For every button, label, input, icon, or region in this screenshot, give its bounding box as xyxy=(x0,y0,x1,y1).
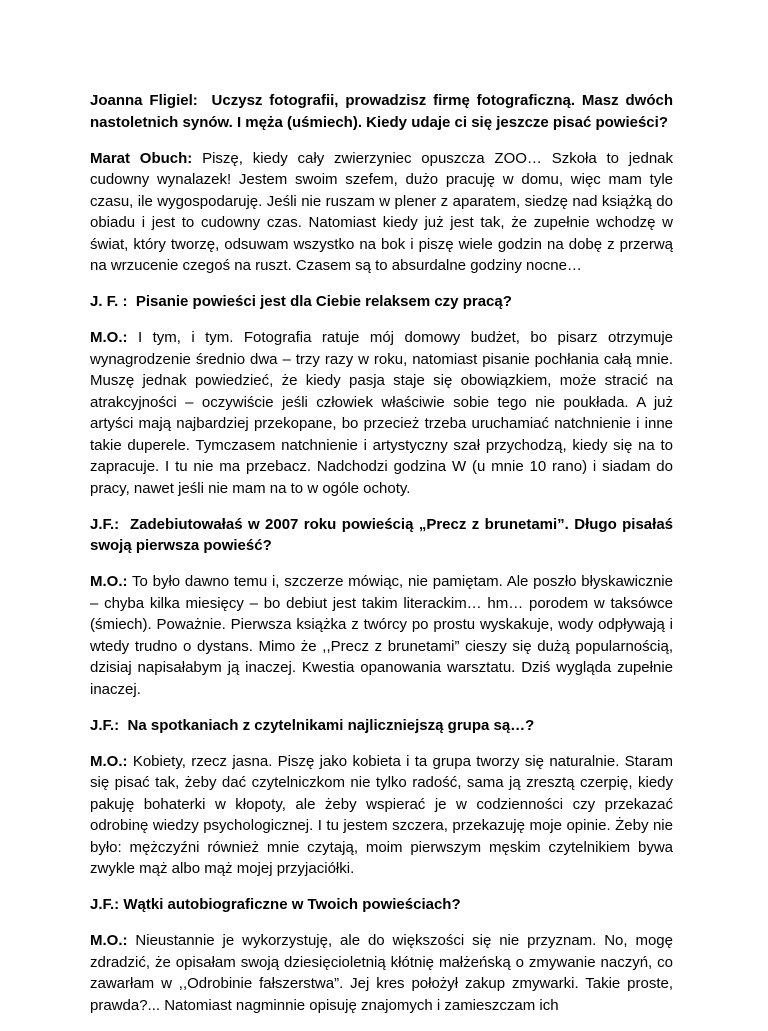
question-text: Pisanie powieści jest dla Ciebie relaksem czy pracą? xyxy=(135,293,512,310)
question-text: Uczysz fotografii, prowadzisz firmę fotograficzną. Masz dwóch nastoletnich synów. I męża (uśmiech). Kiedy udaje ci się jeszcze pisać powieści? xyxy=(90,92,673,131)
speaker-label: M.O.: xyxy=(90,573,128,590)
question-text: Wątki autobiograficzne w Twoich powieściach? xyxy=(123,896,461,913)
speaker-label: J. F. : xyxy=(90,293,128,310)
answer-text: To było dawno temu i, szczerze mówiąc, nie pamiętam. Ale poszło błyskawicznie – chyba kilka miesięcy – bo debiut jest takim literackim… hm… porodem w taksówce (śmiech). Poważnie. Pierwsza książka z twórcy po prostu wyskakuje, wody odpływają i wtedy trudno o dystans. Mimo że ,,Precz z brunetami” cieszy się dużą popularnością, dzisiaj napisałabym ją inaczej. Kwestia opanowania warsztatu. Dziś wygląda zupełnie inaczej. xyxy=(90,573,673,698)
question-text: Zadebiutowałaś w 2007 roku powieścią „Precz z brunetami”. Długo pisałaś swoją pierwsza powieść? xyxy=(90,515,674,554)
speaker-label: J.F.: xyxy=(90,896,120,913)
answer-text: Nieustannie je wykorzystuję, ale do większości się nie przyznam. No, mogę zdradzić, że opisałam swoją dziesięcioletnią kłótnię małżeńską o zmywanie naczyń, co zawarłam w ,,Odrobinie fałszerstwa”. Jej kres położył zakup zmywarki. Takie proste, prawda?... Natomiast nagminnie opisuję znajomych i zamieszczam ich xyxy=(90,932,673,1014)
question-paragraph xyxy=(90,894,673,916)
speaker-label: M.O.: xyxy=(90,752,128,770)
answer-paragraph xyxy=(90,148,673,277)
answer-paragraph xyxy=(90,751,673,880)
answer-text: I tym, i tym. Fotografia ratuje mój domowy budżet, bo pisarz otrzymuje wynagrodzenie średnio dwa – trzy razy w roku, natomiast pisanie pochłania całą mnie. Muszę jednak powiedzieć, że kiedy pasja staje się obowiązkiem, może stracić na atrakcyjności – oczywiście jeśli człowiek właściwie sobie tego nie poukłada. A już artyści mają najbardziej przekopane, bo przecież trzeba uruchamiać natchnienie i inne takie duperele. Tymczasem natchnienie i artystyczny szał przychodzą, kiedy się na to zapracuje. I tu nie ma przebacz. Nadchodzi godzina W (u mnie 10 rano) i siadam do pracy, nawet jeśli nie mam na to w ogóle ochoty. xyxy=(90,329,673,497)
document-page xyxy=(90,90,673,1031)
question-paragraph xyxy=(90,715,673,737)
speaker-label: M.O.: xyxy=(90,329,128,346)
speaker-label: J.F.: xyxy=(90,515,120,533)
speaker-label: Marat Obuch: xyxy=(90,149,193,167)
answer-paragraph xyxy=(90,930,673,1016)
question-paragraph xyxy=(90,514,673,557)
answer-text: Kobiety, rzecz jasna. Piszę jako kobieta i ta grupa tworzy się naturalnie. Staram się pisać tak, żeby dać czytelniczkom nie tylko radość, sama ją zresztą czerpię, kiedy pakuję bohaterki w kłopoty, ale żeby wspierać je w codzienności czy przekazać odrobinę wiedzy psychologicznej. I tu jestem szczera, przekazuję moje opinie. Żeby nie było: mężczyźni również mnie czytają, moim pierwszym męskim czytelnikiem bywa zwykle mąż albo mąż mojej przyjaciółki. xyxy=(90,752,674,877)
question-text: Na spotkaniach z czytelnikami najliczniejszą grupa są…? xyxy=(127,716,535,734)
question-paragraph xyxy=(90,291,673,313)
speaker-label: Joanna Fligiel: xyxy=(90,92,198,109)
answer-text: Piszę, kiedy cały zwierzyniec opuszcza ZOO… Szkoła to jednak cudowny wynalazek! Jestem swoim szefem, dużo pracuję w domu, więc mam tyle czasu, ile wygospodaruję. Jeśli nie ruszam w plener z aparatem, siedzę nad książką do obiadu i jest to cudowny czas. Natomiast kiedy już jest tak, że zupełnie wchodzę w świat, który tworzę, odsuwam wszystko na bok i piszę wiele godzin na dobę z przerwą na wrzucenie czegoś na ruszt. Czasem są to absurdalne godziny nocne… xyxy=(90,149,674,274)
speaker-label: J.F.: xyxy=(90,716,120,734)
question-paragraph xyxy=(90,90,673,133)
answer-paragraph xyxy=(90,327,673,499)
speaker-label: M.O.: xyxy=(90,932,128,949)
answer-paragraph xyxy=(90,571,673,700)
